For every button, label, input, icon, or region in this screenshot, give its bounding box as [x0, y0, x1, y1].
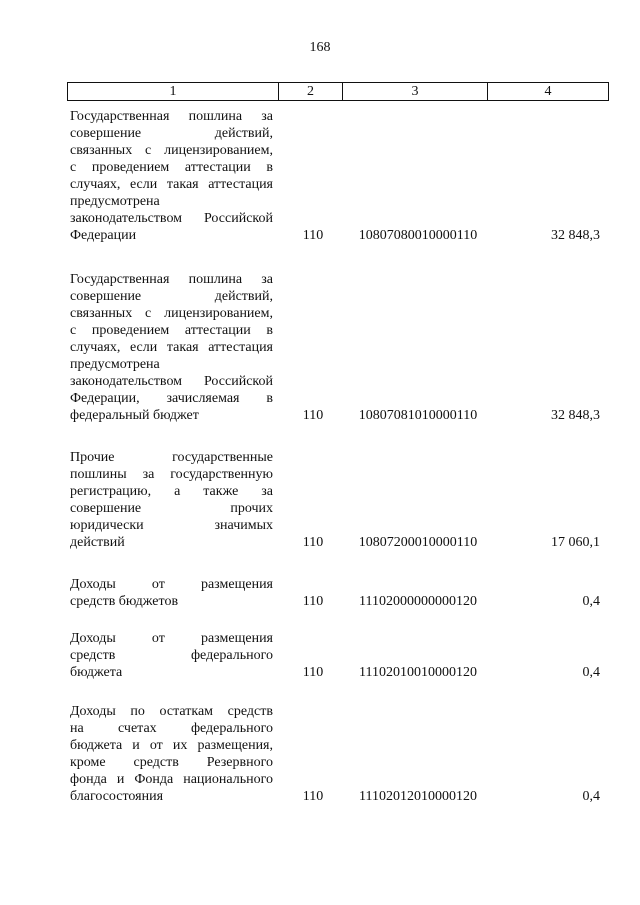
desc-line: предусмотрена — [70, 194, 160, 209]
table-row — [70, 449, 600, 551]
budget-classification-code: 11102012010000120 — [359, 789, 477, 804]
desc-line: с проведением аттестации в — [70, 160, 273, 175]
table-row — [70, 271, 600, 424]
admin-code: 110 — [302, 228, 324, 243]
amount: 32 848,3 — [551, 408, 600, 423]
admin-code: 110 — [302, 408, 324, 423]
desc-line: случаях, если такая аттестация — [70, 177, 273, 192]
desc-line: связанных с лицензированием, — [70, 143, 273, 158]
desc-line: совершение действий, — [70, 126, 273, 141]
amount: 32 848,3 — [551, 228, 600, 243]
desc-line: Доходы от размещения — [70, 577, 273, 592]
amount: 0,4 — [582, 789, 600, 804]
table-row — [70, 630, 600, 681]
header-col-3: 3 — [343, 83, 488, 100]
desc-line: случаях, если такая аттестация — [70, 340, 273, 355]
amount: 0,4 — [582, 665, 600, 680]
admin-code: 110 — [302, 594, 324, 609]
desc-line: пошлины за государственную — [70, 467, 273, 482]
desc-line: Доходы по остаткам средств — [70, 704, 273, 719]
desc-line: Федерации — [70, 228, 137, 243]
budget-classification-code: 10807081010000110 — [358, 408, 478, 423]
desc-line: предусмотрена — [70, 357, 160, 372]
row-description — [70, 271, 273, 424]
budget-classification-code: 11102010010000120 — [359, 665, 477, 680]
desc-line: совершение действий, — [70, 289, 273, 304]
desc-line: фонда и Фонда национального — [70, 772, 273, 787]
desc-line: средств федерального — [70, 648, 273, 663]
desc-line: благосостояния — [70, 789, 164, 804]
desc-line: регистрацию, а также за — [70, 484, 273, 499]
budget-classification-code: 11102000000000120 — [359, 594, 477, 609]
desc-line: Государственная пошлина за — [70, 272, 273, 287]
desc-line: связанных с лицензированием, — [70, 306, 273, 321]
desc-line: Государственная пошлина за — [70, 109, 273, 124]
header-col-1: 1 — [68, 83, 279, 100]
header-col-2: 2 — [279, 83, 343, 100]
desc-line: законодательством Российской — [70, 211, 273, 226]
budget-classification-code: 10807080010000110 — [358, 228, 478, 243]
table-row — [70, 576, 600, 610]
header-col-4: 4 — [544, 83, 552, 99]
desc-line: с проведением аттестации в — [70, 323, 273, 338]
table-header — [67, 82, 609, 101]
row-description — [70, 108, 273, 244]
admin-code: 110 — [302, 665, 324, 680]
amount: 0,4 — [582, 594, 600, 609]
desc-line: кроме средств Резервного — [70, 755, 273, 770]
desc-line: юридически значимых — [70, 518, 273, 533]
desc-line: Доходы от размещения — [70, 631, 273, 646]
desc-line: бюджета — [70, 665, 123, 680]
desc-line: средств бюджетов — [70, 594, 179, 609]
budget-classification-code: 10807200010000110 — [358, 535, 478, 550]
desc-line: федеральный бюджет — [70, 408, 199, 423]
amount: 17 060,1 — [551, 535, 600, 550]
table-row — [70, 703, 600, 805]
desc-line: Федерации, зачисляемая в — [70, 391, 273, 406]
desc-line: на счетах федерального — [70, 721, 273, 736]
desc-line: Прочие государственные — [70, 450, 273, 465]
table-row — [70, 108, 600, 244]
desc-line: законодательством Российской — [70, 374, 273, 389]
desc-line: совершение прочих — [70, 501, 273, 516]
page-number: 168 — [309, 40, 331, 55]
admin-code: 110 — [302, 535, 324, 550]
desc-line: действий — [70, 535, 125, 550]
desc-line: бюджета и от их размещения, — [70, 738, 273, 753]
admin-code: 110 — [302, 789, 324, 804]
